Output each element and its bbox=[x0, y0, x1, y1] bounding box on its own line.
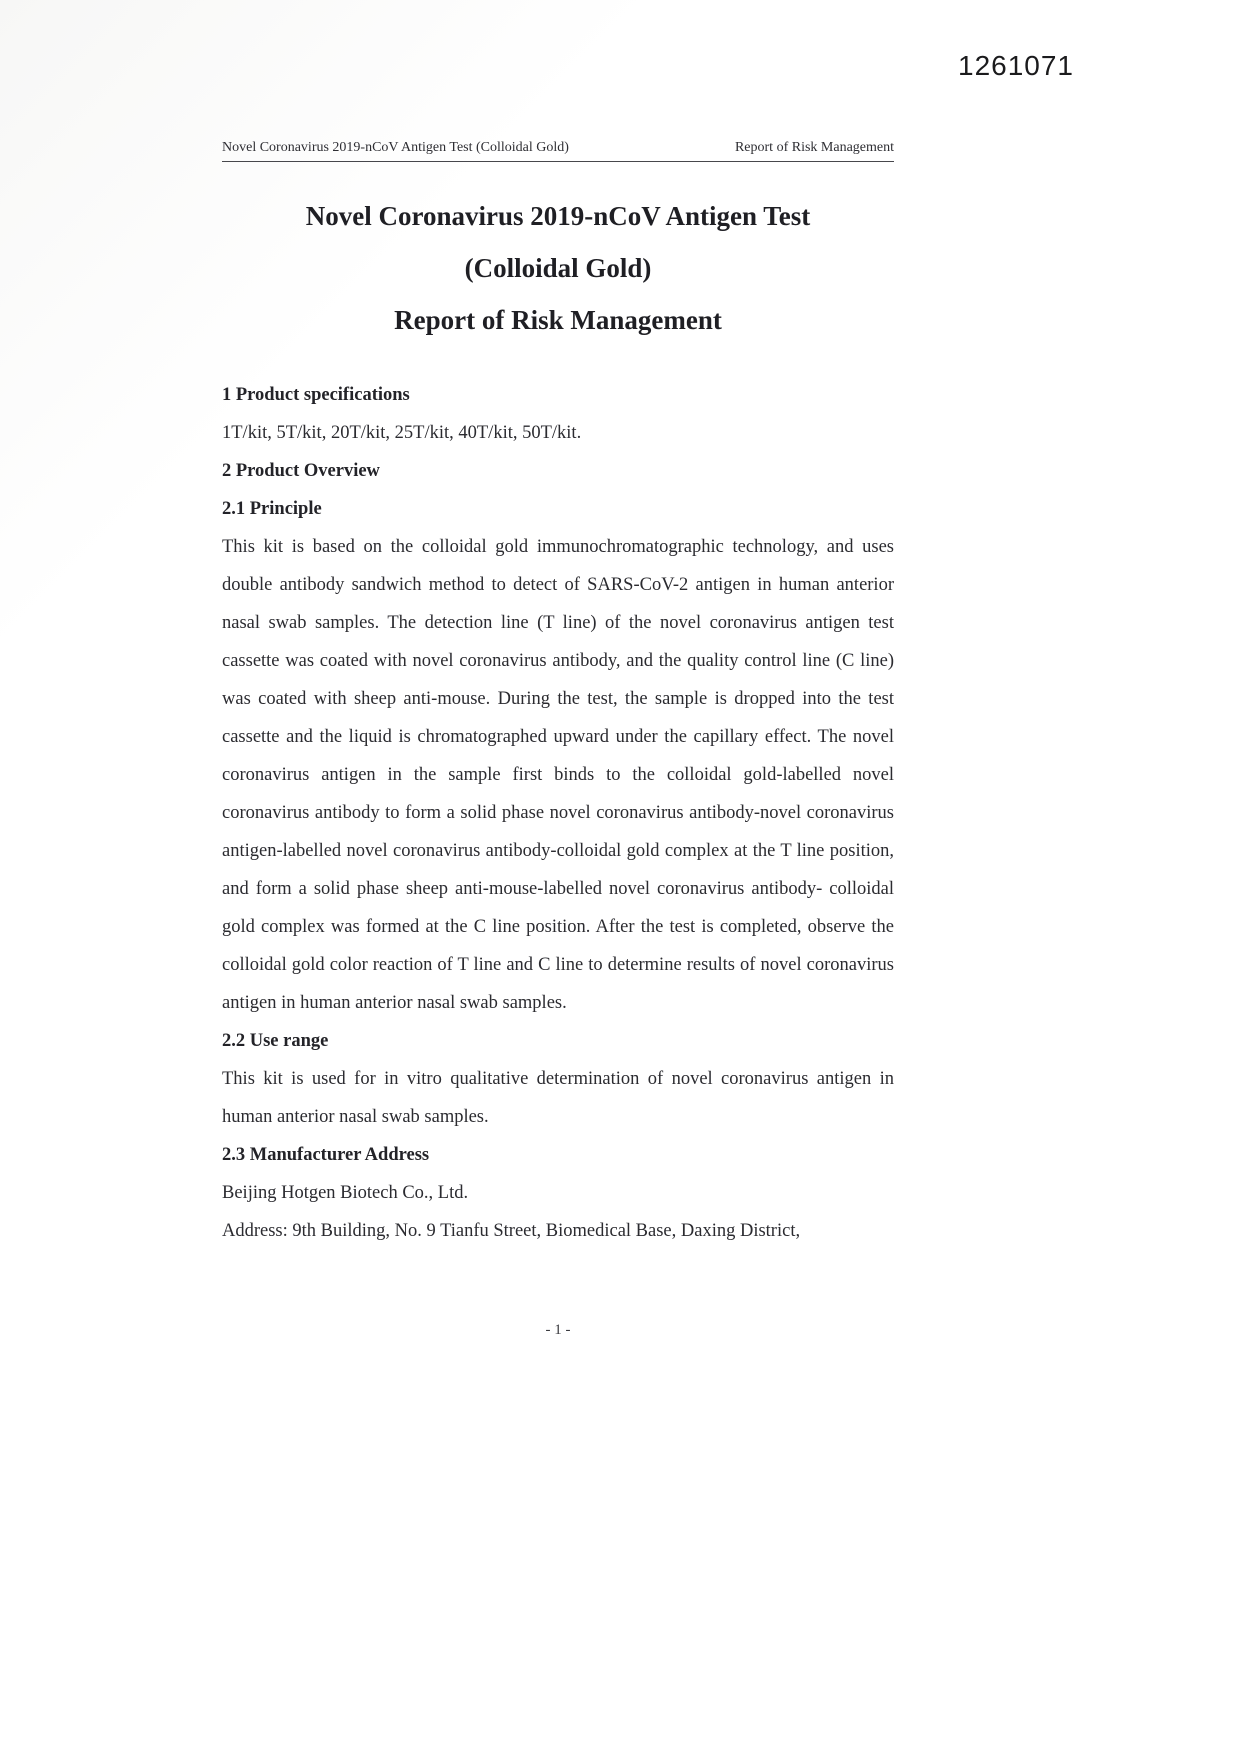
section-heading: 1 Product specifications bbox=[222, 385, 410, 405]
document-id-stamp: 1261071 bbox=[958, 50, 1075, 81]
section-heading: 2 Product Overview bbox=[222, 461, 380, 481]
running-header bbox=[222, 140, 894, 162]
paragraph: This kit is based on the colloidal gold immunochromatographic technology, and uses double antibody sandwich method to detect of SARS-CoV-2 antigen in human anterior nasal swab samples. The detection line (T line) of the novel coronavirus antigen test cassette was coated with novel coronavirus antibody, and the quality control line (C line) was coated with sheep anti-mouse. During the test, the sample is dropped into the test cassette and the liquid is chromatographed upward under the capillary effect. The novel coronavirus antigen in the sample first binds to the colloidal gold-labelled novel coronavirus antibody to form a solid phase novel coronavirus antibody-novel coronavirus antigen-labelled novel coronavirus antibody-colloidal gold complex at the T line position, and form a solid phase sheep anti-mouse-labelled novel coronavirus antibody- colloidal gold complex was formed at the C line position. After the test is completed, observe the colloidal gold color reaction of T line and C line to determine results of novel coronavirus antigen in human anterior nasal swab samples. bbox=[222, 537, 894, 1013]
title-line-2: (Colloidal Gold) bbox=[464, 253, 652, 283]
paragraph: Address: 9th Building, No. 9 Tianfu Street, Biomedical Base, Daxing District, bbox=[222, 1221, 801, 1241]
section-heading: 2.3 Manufacturer Address bbox=[222, 1145, 430, 1165]
document-title bbox=[222, 203, 894, 359]
page-number: - 1 - bbox=[545, 1322, 571, 1338]
paragraph: Beijing Hotgen Biotech Co., Ltd. bbox=[222, 1183, 469, 1203]
document-body bbox=[222, 376, 894, 1250]
title-line-3: Report of Risk Management bbox=[394, 305, 722, 335]
paragraph: This kit is used for in vitro qualitative determination of novel coronavirus antigen in human anterior nasal swab samples. bbox=[222, 1069, 894, 1127]
paragraph: 1T/kit, 5T/kit, 20T/kit, 25T/kit, 40T/kit, 50T/kit. bbox=[222, 423, 582, 443]
title-line-1: Novel Coronavirus 2019-nCoV Antigen Test bbox=[305, 201, 811, 231]
section-heading: 2.1 Principle bbox=[222, 499, 322, 519]
running-header-left: Novel Coronavirus 2019-nCoV Antigen Test (Colloidal Gold) bbox=[222, 140, 569, 155]
section-heading: 2.2 Use range bbox=[222, 1031, 329, 1051]
running-header-right: Report of Risk Management bbox=[734, 140, 894, 155]
